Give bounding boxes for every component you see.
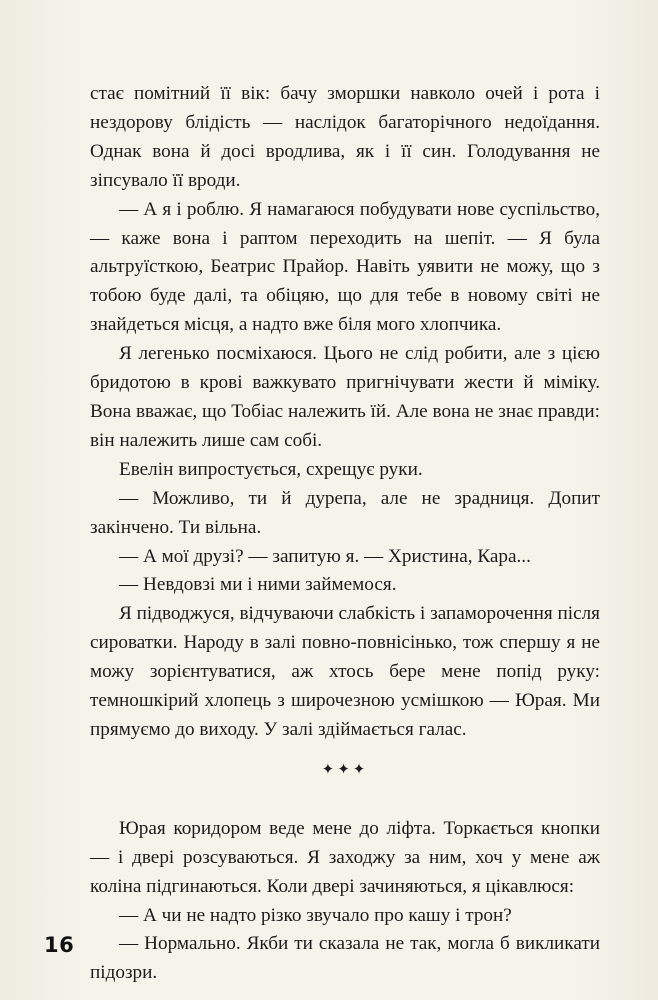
body-text [90,80,600,988]
paragraph: — Невдовзі ми і ними займемося. [119,574,397,596]
paragraph: — А чи не надто різко звучало про кашу і трон? [119,904,512,926]
paragraph: — Можливо, ти й дурепа, але не зрадниця. Допит закінчено. Ти вільна. [90,487,600,538]
text-block-after-separator [90,815,600,988]
paragraph: стає помітний її вік: бачу зморшки навколо очей і рота і нездорову блідість — наслідок багаторічного недоїдання. Однак вона й досі вродлива, як і її син. Голодування не зіпсувало її вроди. [90,83,600,191]
paragraph: — А мої друзі? — запитую я. — Христина, Кара... [119,545,531,567]
page-number: 16 [44,933,75,957]
paragraph: — А я і роблю. Я намагаюся побудувати нове суспільство, — каже вона і раптом переходить на шепіт. — Я була альтруїсткою, Беатрис Прайор. Навіть уявити не можу, що з тобою буде далі, та обіцяю, що для тебе в новому світі не знайдеться місця, а надто вже біля мого хлопчика. [90,198,600,336]
text-block-before-separator [90,80,600,745]
paragraph: — Нормально. Якби ти сказала не так, могла б викликати підозри. [90,933,600,984]
section-separator: ✦✦✦ [321,761,369,778]
paragraph: Я легенько посміхаюся. Цього не слід робити, але з цією бридотою в крові важкувато пригнічувати жести й міміку. Вона вважає, що Тобіас належить їй. Але вона не знає правди: він належить лише сам собі. [90,343,600,451]
paragraph: Юрая коридором веде мене до ліфта. Торкається кнопки — і двері розсуваються. Я заходжу за ним, хоч у мене аж коліна підгинаються. Коли двері зачиняються, я цікавлюся: [90,817,600,897]
paragraph: Я підводжуся, відчуваючи слабкість і запаморочення після сироватки. Народу в залі повно-повнісінько, тож спершу я не можу зорієнтуватися, аж хтось бере мене попід руку: темношкірий хлопець з широчезною усмішкою — Юрая. Ми прямуємо до виходу. У залі здіймається галас. [90,603,601,740]
paragraph: Евелін випростується, схрещує руки. [119,458,423,480]
